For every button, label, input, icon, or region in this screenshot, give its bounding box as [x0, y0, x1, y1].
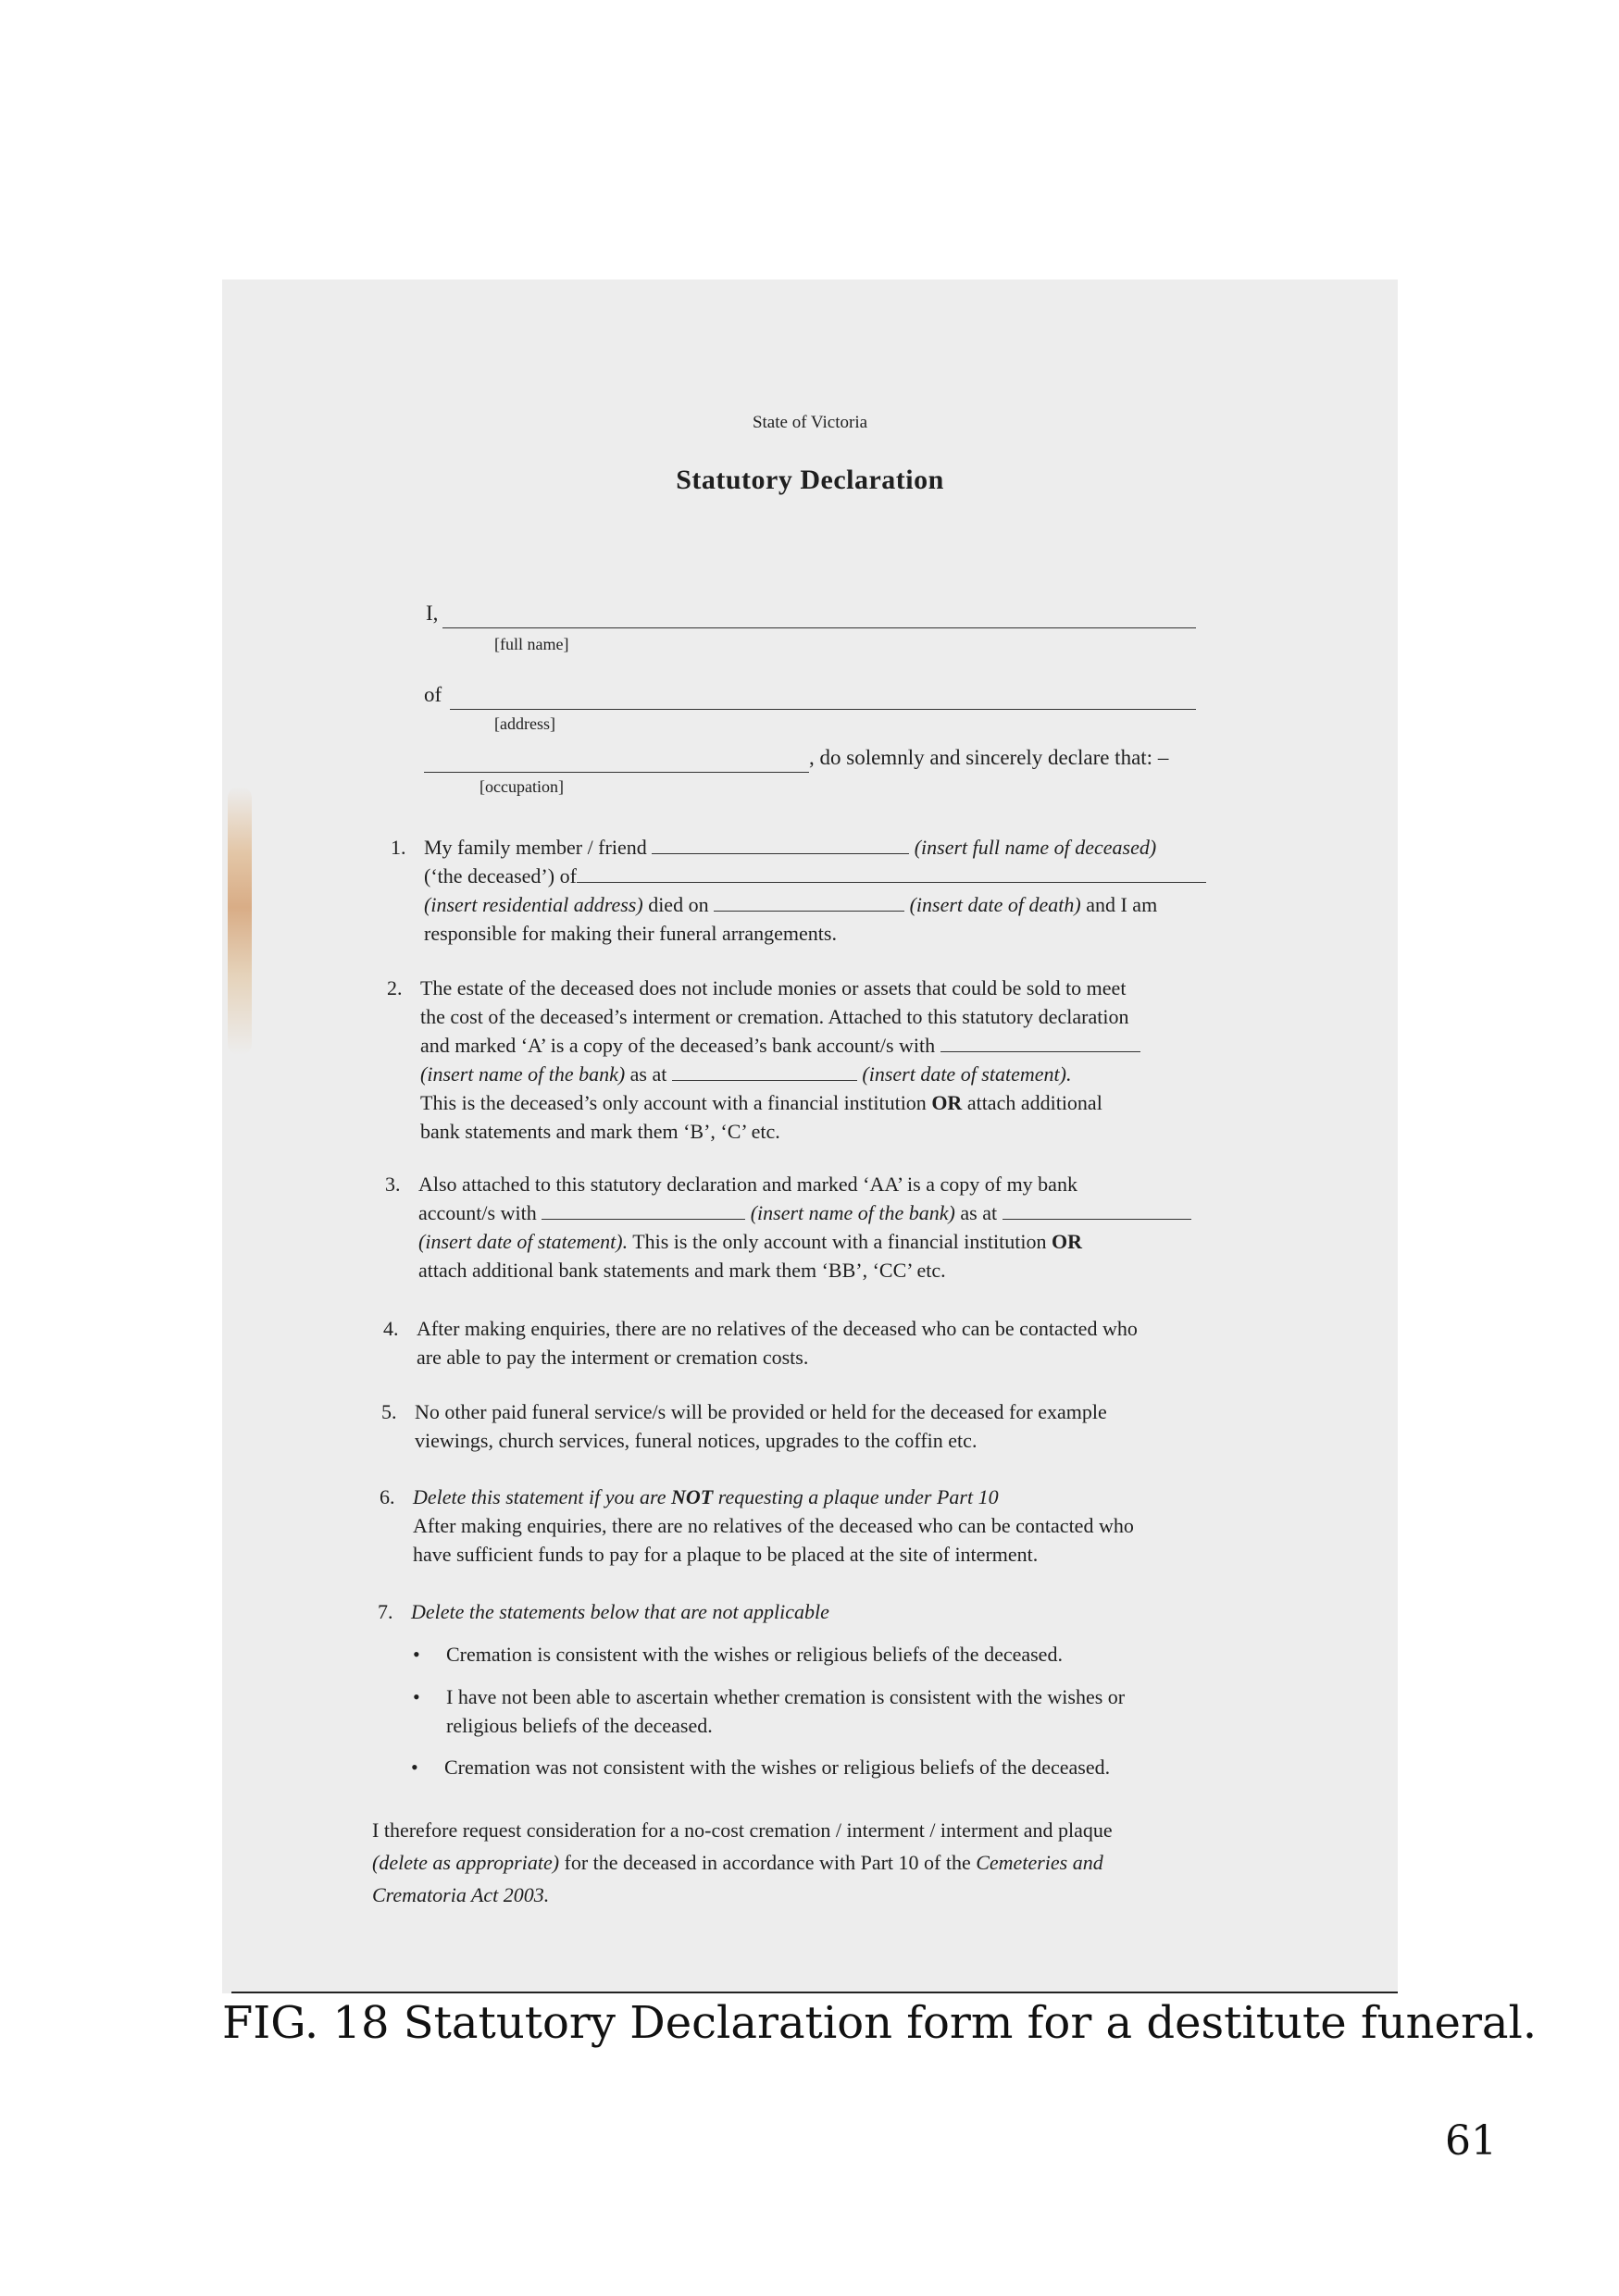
- scanned-form: State of Victoria Statutory Declaration I, [full name] of [address] , do solemnly and sincerely declare that: – [occupation] 1. My family member / friend (insert full name of deceased) (‘the deceased’) of (insert residential address) died on (insert date of death) and I am responsible for making their funeral arrangements. 2. The estate of the deceased does not include monies or assets that could be sold to meet the cost of the deceased’s interment or cremation. Attached to this statutory declaration and marked ‘A’ is a copy of the deceased’s bank account/s with (insert name of the bank) as at (insert date of statement). This is the deceased’s only account with a financial institution OR attach additional bank statements and mark them ‘B’, ‘C’ etc. 3. Also attached to this statutory declaration and marked ‘AA’ is a copy of my bank account/s with (insert name of the bank) as at (insert date of statement). This is the only account with a financial institution OR attach additional bank statements and mark them ‘BB’, ‘CC’ etc. 4. After making enquiries, there are no relatives of the deceased who can be contacted who are able to pay the interment or cremation costs. 5. No other paid funeral service/s will be provided or held for the deceased for example viewings, church services, funeral notices, upgrades to the coffin etc. 6. Delete this statement if you are NOT requesting a plaque under Part 10 After making enquiries, there are no relatives of the deceased who can be contacted who have sufficient funds to pay for a plaque to be placed at the site of interment. 7. Delete the statements below that are not applicable • Cremation is consistent with the wishes or religious beliefs of the deceased. • I have not been able to ascertain whether cremation is consistent with the wishes or religious beliefs of the deceased. • Cremation was not consistent with the wishes or religious beliefs of the deceased. I therefore request consideration for a no-cost cremation / interment / interment and plaque (delete as appropriate) for the deceased in accordance with Part 10 of the Cemeteries and Crematoria Act 2003.: [222, 279, 1398, 1993]
- form-state: State of Victoria: [752, 413, 868, 432]
- full-name-line: [442, 627, 1196, 628]
- figure-caption: FIG. 18 Statutory Declaration form for a destitute funeral.: [222, 1997, 1538, 2049]
- i-label: I,: [426, 602, 439, 625]
- page-number: 61: [1445, 2117, 1497, 2165]
- occupation-hint: [occupation]: [479, 777, 564, 796]
- form-title: Statutory Declaration: [676, 465, 944, 495]
- declare-text: , do solemnly and sincerely declare that: –: [809, 746, 1169, 769]
- bullet-dot-icon: •: [413, 1685, 420, 1708]
- caption-rule: [231, 1992, 1398, 1993]
- address-hint: [address]: [494, 714, 555, 733]
- bullet-dot-icon: •: [411, 1756, 418, 1779]
- full-name-hint: [full name]: [494, 635, 569, 653]
- of-label: of: [424, 683, 442, 706]
- paper-stain: [228, 787, 252, 1055]
- bullet-dot-icon: •: [413, 1643, 420, 1666]
- address-line: [450, 709, 1196, 710]
- occupation-line: [424, 772, 809, 773]
- closing-paragraph: I therefore request consideration for a no-cost cremation / interment / interment and plaque (delete as appropriate) for the deceased in accordance with Part 10 of the Cemeteries and Crematoria Act 2003.: [372, 1818, 1113, 1906]
